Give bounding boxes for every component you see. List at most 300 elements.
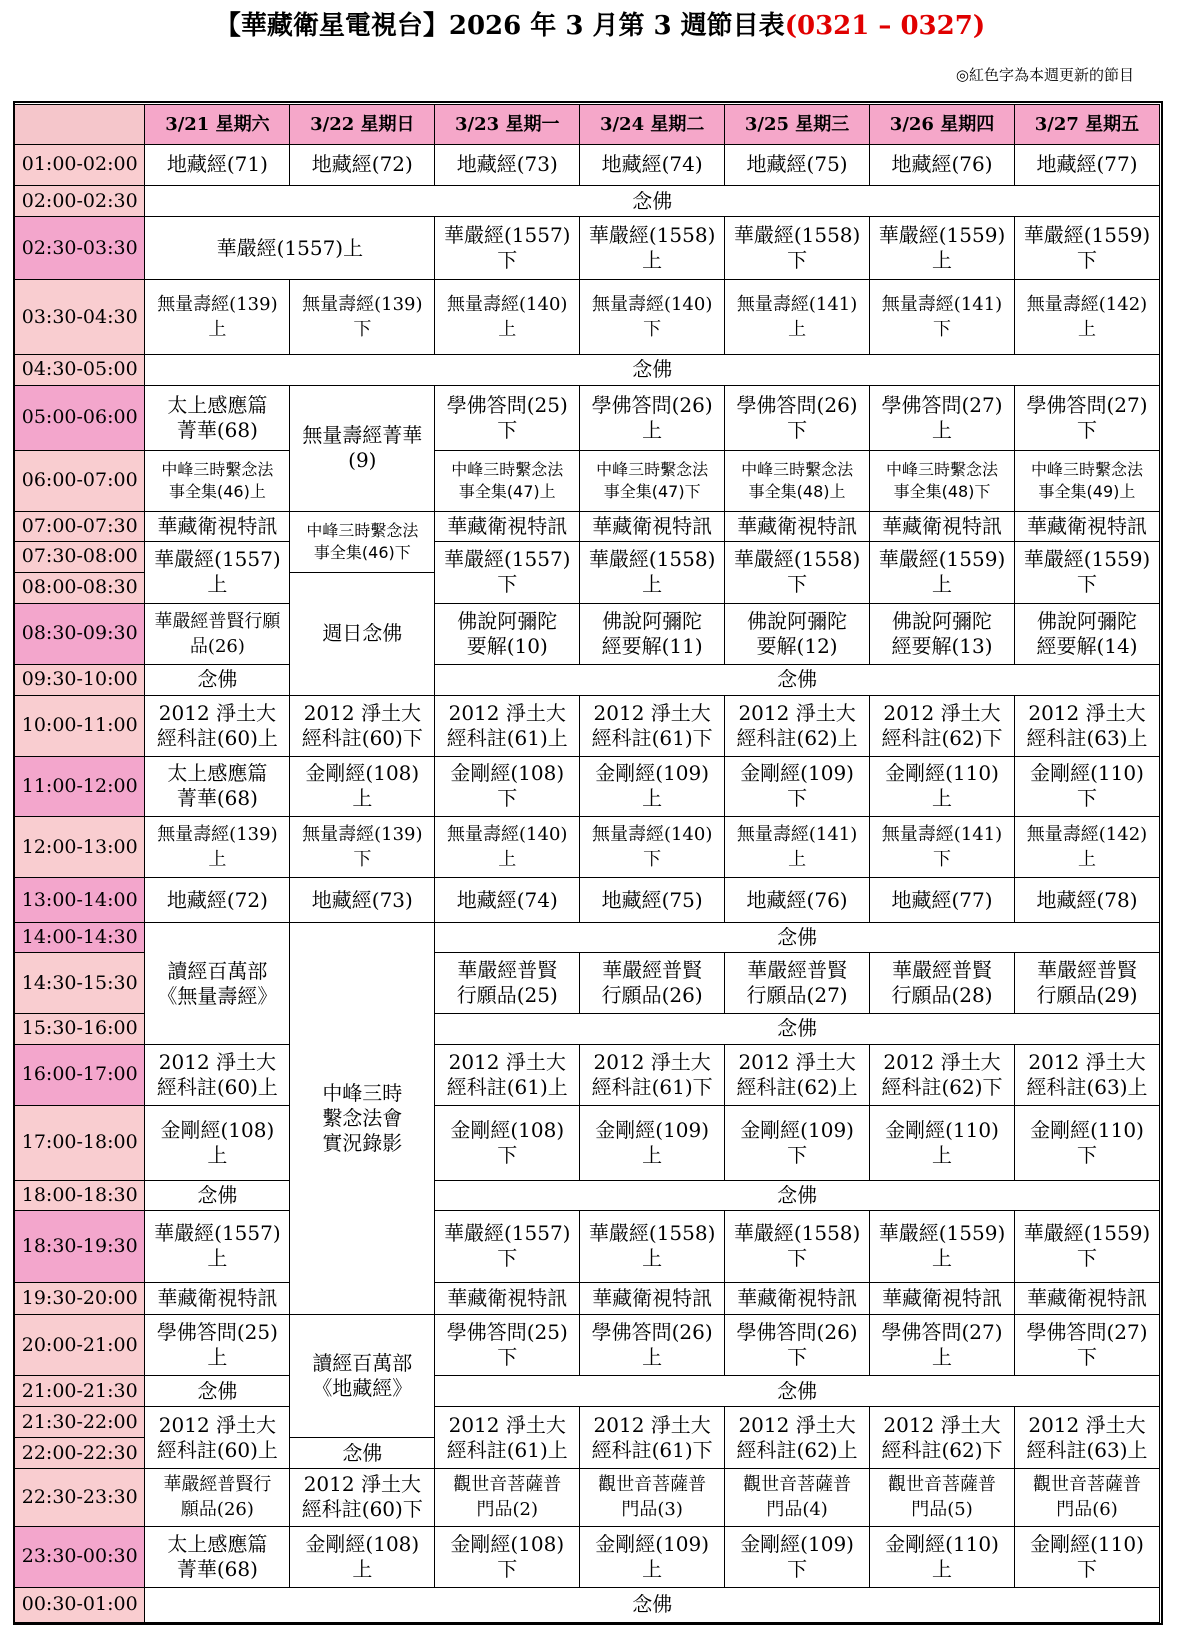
- program-line: 上: [207, 1246, 228, 1271]
- program-cell: [290, 878, 435, 923]
- program-line: 2012 淨土大: [448, 1412, 566, 1437]
- program-cell: [580, 541, 725, 603]
- program-cell: [435, 878, 580, 923]
- time-slot: 21:30-22:00: [15, 1407, 145, 1438]
- program-line: 金剛經(108): [450, 1531, 565, 1556]
- program-cell: [435, 1315, 580, 1376]
- program-cell: [435, 603, 580, 664]
- program-cell: [580, 603, 725, 664]
- program-line: 上: [642, 248, 663, 273]
- program-line: 讀經百萬部: [312, 1351, 413, 1376]
- program-cell: [870, 603, 1015, 664]
- program-cell: [145, 1526, 290, 1587]
- program-line: 菁華(68): [176, 786, 258, 811]
- program-cell: [290, 695, 435, 756]
- program-line: 華藏衛視特訊: [737, 513, 858, 538]
- program-cell: [870, 1105, 1015, 1180]
- program-cell: [435, 1376, 1160, 1407]
- program-cell: [725, 541, 870, 603]
- time-slot: 14:30-15:30: [15, 953, 145, 1014]
- program-line: 金剛經(110): [1030, 1531, 1144, 1556]
- program-line: 上: [207, 1142, 228, 1167]
- program-cell: [145, 186, 1160, 217]
- time-slot: 19:30-20:00: [15, 1283, 145, 1315]
- program-cell: [870, 451, 1015, 512]
- program-line: 下: [787, 1246, 808, 1271]
- program-line: 金剛經(110): [885, 1531, 999, 1556]
- title-main: 【華藏衛星電視台】2026 年 3 月第 3 週節目表: [214, 11, 785, 41]
- program-line: 學佛答問(26): [591, 1320, 713, 1345]
- program-line: 華嚴經(1558): [588, 547, 716, 572]
- program-line: 上: [932, 786, 952, 811]
- title-date-range: (0321 – 0327): [784, 11, 986, 41]
- program-line: 事全集(46)上: [168, 481, 266, 501]
- program-cell: [435, 144, 580, 186]
- time-slot: 23:30-00:30: [15, 1526, 145, 1587]
- program-line: 華嚴經(1557)上: [216, 235, 364, 260]
- program-line: 2012 淨土大: [593, 700, 711, 725]
- program-line: 地藏經(73): [456, 152, 558, 177]
- program-line: 上: [788, 849, 807, 871]
- program-line: 地藏經(72): [311, 152, 413, 177]
- program-line: 下: [1076, 1556, 1097, 1581]
- program-cell: [145, 451, 290, 512]
- program-cell: [725, 695, 870, 756]
- program-cell: [145, 1210, 290, 1283]
- program-line: 金剛經(109): [595, 1531, 710, 1556]
- program-cell: [725, 1468, 870, 1526]
- program-line: 下: [1076, 248, 1097, 273]
- program-line: 下: [1076, 1345, 1097, 1370]
- program-line: 2012 淨土大: [593, 1412, 711, 1437]
- program-line: 念佛: [777, 1016, 818, 1041]
- program-line: 下: [497, 572, 518, 597]
- program-line: 華嚴經(1558): [733, 223, 861, 248]
- program-line: 地藏經(73): [311, 887, 413, 912]
- program-cell: [435, 1013, 1160, 1044]
- program-line: 學佛答問(26): [591, 392, 713, 417]
- program-cell: [1014, 756, 1159, 817]
- program-cell: [870, 1044, 1015, 1105]
- program-line: 要解(10): [466, 633, 548, 658]
- program-cell: [435, 1105, 580, 1180]
- program-line: 菁華(68): [176, 417, 258, 442]
- program-line: 華嚴經(1559): [878, 547, 1006, 572]
- program-line: 念佛: [342, 1440, 383, 1465]
- program-line: 金剛經(110): [1030, 1117, 1144, 1142]
- time-slot: 01:00-02:00: [15, 144, 145, 186]
- program-line: 金剛經(109): [595, 761, 710, 786]
- program-cell: [290, 385, 435, 511]
- program-cell: [870, 217, 1015, 280]
- program-line: 2012 淨土大: [158, 1412, 277, 1437]
- program-line: 門品(2): [476, 1499, 538, 1521]
- program-line: 無量壽經(139): [302, 824, 423, 846]
- program-line: 行願品(28): [891, 983, 993, 1008]
- program-cell: [145, 878, 290, 923]
- corner-cell: [15, 105, 145, 145]
- program-line: 上: [642, 1556, 663, 1581]
- program-line: 金剛經(108): [450, 761, 565, 786]
- program-cell: [145, 756, 290, 817]
- program-line: 金剛經(110): [885, 761, 999, 786]
- program-cell: [435, 953, 580, 1014]
- program-cell: [870, 878, 1015, 923]
- program-line: 讀經百萬部: [167, 958, 268, 983]
- program-line: 上: [1077, 319, 1096, 341]
- time-slot: 18:00-18:30: [15, 1180, 145, 1210]
- program-cell: [290, 1468, 435, 1526]
- program-line: 華嚴經(1558): [733, 547, 861, 572]
- program-cell: [1014, 451, 1159, 512]
- program-line: 經科註(60)下: [301, 1497, 423, 1522]
- program-line: 中峰三時繫念法: [161, 459, 274, 479]
- program-line: 下: [787, 572, 808, 597]
- program-line: 學佛答問(27): [881, 1320, 1003, 1345]
- program-cell: [1014, 1044, 1159, 1105]
- program-cell: [435, 541, 580, 603]
- program-line: 華藏衛視特訊: [882, 1286, 1002, 1311]
- program-line: 2012 淨土大: [1028, 1412, 1146, 1437]
- program-cell: [290, 756, 435, 817]
- program-line: 2012 淨土大: [883, 1049, 1001, 1074]
- program-line: 學佛答問(27): [881, 392, 1003, 417]
- day-header: 3/23 星期一: [435, 105, 580, 145]
- program-cell: [870, 1407, 1015, 1469]
- program-line: 金剛經(108): [305, 1531, 420, 1556]
- program-line: 經科註(60)下: [301, 725, 423, 750]
- program-line: 無量壽經(139): [302, 294, 423, 316]
- program-line: 地藏經(75): [746, 152, 848, 177]
- program-cell: [435, 1044, 580, 1105]
- program-cell: [290, 1315, 435, 1438]
- program-cell: [580, 144, 725, 186]
- program-cell: [145, 664, 290, 695]
- program-line: 念佛: [777, 1182, 818, 1207]
- program-line: 佛說阿彌陀: [457, 608, 558, 633]
- program-line: 地藏經(78): [1036, 887, 1138, 912]
- time-slot: 15:30-16:00: [15, 1013, 145, 1044]
- program-line: 地藏經(77): [1036, 152, 1138, 177]
- program-line: 上: [932, 572, 952, 597]
- program-line: 經科註(62)上: [736, 1074, 858, 1099]
- program-line: 經科註(63)上: [1026, 1437, 1148, 1462]
- program-cell: [580, 1044, 725, 1105]
- program-line: 華嚴經(1559): [878, 1221, 1006, 1246]
- program-cell: [435, 756, 580, 817]
- program-line: 觀世音菩薩普: [598, 1474, 707, 1496]
- time-slot: 07:30-08:00: [15, 541, 145, 572]
- program-line: 下: [787, 1345, 808, 1370]
- program-line: 中峰三時繫念法: [1030, 459, 1143, 479]
- program-cell: [1014, 1210, 1159, 1283]
- program-line: 下: [497, 1142, 518, 1167]
- program-line: 下: [933, 849, 951, 871]
- time-slot: 08:00-08:30: [15, 572, 145, 603]
- time-slot: 18:30-19:30: [15, 1210, 145, 1283]
- program-cell: [870, 541, 1015, 603]
- program-line: 上: [932, 1345, 952, 1370]
- program-line: 觀世音菩薩普: [453, 1474, 562, 1496]
- program-cell: [580, 1283, 725, 1315]
- program-line: 2012 淨土大: [303, 1472, 421, 1497]
- program-line: 學佛答問(26): [736, 392, 858, 417]
- program-line: 華嚴經(1559): [1023, 1221, 1151, 1246]
- program-cell: [870, 1210, 1015, 1283]
- program-line: 念佛: [632, 188, 673, 213]
- time-slot: 21:00-21:30: [15, 1376, 145, 1407]
- program-line: 門品(4): [766, 1499, 828, 1521]
- program-line: 念佛: [197, 1182, 238, 1207]
- time-slot: 22:30-23:30: [15, 1468, 145, 1526]
- program-cell: [145, 817, 290, 878]
- program-cell: [435, 1468, 580, 1526]
- program-cell: [1014, 695, 1159, 756]
- program-cell: [290, 280, 435, 355]
- program-cell: [290, 144, 435, 186]
- day-header: 3/22 星期日: [290, 105, 435, 145]
- program-cell: [145, 1105, 290, 1180]
- program-cell: [290, 1438, 435, 1469]
- program-line: 經科註(62)下: [881, 725, 1003, 750]
- time-slot: 08:30-09:30: [15, 603, 145, 664]
- program-line: 週日念佛: [322, 621, 403, 646]
- program-cell: [1014, 280, 1159, 355]
- program-line: 華藏衛視特訊: [1026, 513, 1147, 538]
- program-line: 2012 淨土大: [593, 1049, 711, 1074]
- program-line: 華嚴經(1557): [443, 1221, 571, 1246]
- program-cell: [725, 1283, 870, 1315]
- program-line: 華嚴經普賢: [747, 958, 848, 983]
- program-line: 經科註(61)下: [591, 1074, 713, 1099]
- program-line: 經科註(60)上: [156, 725, 278, 750]
- program-line: 經科註(62)上: [736, 725, 858, 750]
- program-line: 下: [787, 786, 808, 811]
- program-cell: [725, 953, 870, 1014]
- program-line: 佛說阿彌陀: [602, 608, 703, 633]
- program-line: 華藏衛視特訊: [157, 1286, 278, 1311]
- time-slot: 20:00-21:00: [15, 1315, 145, 1376]
- program-line: 學佛答問(26): [736, 1320, 858, 1345]
- day-header: 3/24 星期二: [580, 105, 725, 145]
- program-line: 事全集(46)下: [313, 542, 411, 562]
- program-line: 下: [787, 417, 808, 442]
- program-cell: [580, 451, 725, 512]
- program-line: 上: [208, 319, 227, 341]
- time-slot: 16:00-17:00: [15, 1044, 145, 1105]
- program-line: 2012 淨土大: [883, 700, 1001, 725]
- program-line: 上: [932, 1142, 952, 1167]
- program-line: 華嚴經(1557): [154, 547, 281, 572]
- program-cell: [725, 878, 870, 923]
- program-cell: [145, 385, 290, 450]
- program-line: 金剛經(110): [1030, 761, 1144, 786]
- program-line: 學佛答問(27): [1026, 1320, 1148, 1345]
- program-cell: [290, 572, 435, 695]
- program-line: 下: [497, 786, 518, 811]
- program-cell: [1014, 953, 1159, 1014]
- program-line: 下: [1076, 572, 1097, 597]
- program-line: 地藏經(74): [601, 152, 703, 177]
- program-cell: [145, 603, 290, 664]
- program-line: 經科註(63)上: [1026, 1074, 1148, 1099]
- program-cell: [145, 1468, 290, 1526]
- program-line: 門品(5): [911, 1499, 973, 1521]
- program-line: 華嚴經(1559): [878, 223, 1006, 248]
- program-cell: [870, 953, 1015, 1014]
- program-line: 金剛經(110): [885, 1117, 999, 1142]
- program-line: 下: [497, 248, 518, 273]
- program-cell: [725, 511, 870, 541]
- program-cell: [580, 695, 725, 756]
- program-cell: [145, 217, 435, 280]
- program-cell: [580, 511, 725, 541]
- program-cell: [435, 1180, 1160, 1210]
- program-line: 華嚴經普賢: [892, 958, 992, 983]
- time-slot: 00:30-01:00: [15, 1587, 145, 1622]
- program-cell: [580, 953, 725, 1014]
- program-cell: [145, 695, 290, 756]
- program-line: 下: [1076, 786, 1097, 811]
- program-line: 上: [352, 786, 373, 811]
- program-line: 華嚴經(1557): [154, 1221, 281, 1246]
- program-line: 2012 淨土大: [1028, 1049, 1146, 1074]
- program-line: 中峰三時繫念法: [451, 459, 564, 479]
- program-line: 學佛答問(25): [156, 1320, 278, 1345]
- program-line: 無量壽經菁華: [302, 423, 423, 448]
- program-line: 上: [642, 417, 663, 442]
- program-cell: [1014, 541, 1159, 603]
- program-line: 金剛經(108): [160, 1117, 275, 1142]
- program-line: 華嚴經(1558): [588, 1221, 716, 1246]
- program-line: 華嚴經普賢: [457, 958, 558, 983]
- program-line: 經科註(62)上: [736, 1437, 858, 1462]
- program-cell: [580, 1105, 725, 1180]
- program-line: 經科註(61)上: [446, 1437, 568, 1462]
- program-cell: [725, 1210, 870, 1283]
- day-header: 3/21 星期六: [145, 105, 290, 145]
- program-line: 事全集(48)下: [893, 481, 991, 501]
- program-line: 無量壽經(141): [881, 294, 1003, 316]
- program-cell: [145, 1180, 290, 1210]
- time-slot: 07:00-07:30: [15, 511, 145, 541]
- program-line: 無量壽經(141): [736, 294, 858, 316]
- time-slot: 06:00-07:00: [15, 451, 145, 512]
- program-cell: [435, 817, 580, 878]
- program-line: 地藏經(77): [891, 887, 993, 912]
- program-cell: [435, 1210, 580, 1283]
- program-line: 上: [932, 1246, 952, 1271]
- program-cell: [725, 756, 870, 817]
- program-cell: [435, 923, 1160, 953]
- program-line: 中峰三時繫念法: [886, 459, 999, 479]
- program-line: 經要解(14): [1036, 633, 1138, 658]
- program-cell: [870, 1526, 1015, 1587]
- program-line: 事全集(47)下: [603, 481, 701, 501]
- program-cell: [1014, 603, 1159, 664]
- program-line: 菁華(68): [176, 1556, 258, 1581]
- program-line: 經要解(13): [891, 633, 993, 658]
- time-slot: 09:30-10:00: [15, 664, 145, 695]
- program-cell: [435, 1283, 580, 1315]
- program-line: 無量壽經(141): [881, 824, 1003, 846]
- program-cell: [1014, 1468, 1159, 1526]
- program-cell: [580, 1407, 725, 1469]
- time-slot: 14:00-14:30: [15, 923, 145, 953]
- program-line: 念佛: [777, 925, 818, 950]
- program-line: 要解(12): [756, 633, 838, 658]
- program-line: 經科註(61)下: [591, 1437, 713, 1462]
- program-cell: [435, 695, 580, 756]
- program-cell: [580, 280, 725, 355]
- program-cell: [145, 144, 290, 186]
- program-line: 經要解(11): [601, 633, 703, 658]
- program-line: 下: [643, 319, 662, 341]
- program-line: 上: [932, 1556, 952, 1581]
- program-line: 地藏經(74): [456, 887, 558, 912]
- program-line: 地藏經(76): [746, 887, 848, 912]
- program-cell: [725, 1105, 870, 1180]
- program-cell: [870, 817, 1015, 878]
- program-line: 中峰三時繫念法: [306, 520, 419, 540]
- program-line: 經科註(62)下: [881, 1437, 1003, 1462]
- program-line: 金剛經(109): [595, 1117, 710, 1142]
- program-cell: [725, 217, 870, 280]
- program-cell: [870, 280, 1015, 355]
- program-line: 華藏衛視特訊: [592, 513, 713, 538]
- program-line: 品(26): [189, 635, 245, 657]
- program-line: 行願品(29): [1036, 983, 1138, 1008]
- time-slot: 13:00-14:00: [15, 878, 145, 923]
- program-line: 經科註(60)上: [156, 1074, 278, 1099]
- program-line: 下: [643, 849, 662, 871]
- time-slot: 02:30-03:30: [15, 217, 145, 280]
- program-cell: [870, 1468, 1015, 1526]
- program-cell: [435, 1526, 580, 1587]
- program-line: 經科註(60)上: [156, 1437, 278, 1462]
- program-cell: [725, 144, 870, 186]
- program-line: 念佛: [777, 667, 818, 692]
- page-title: [0, 6, 1200, 46]
- program-line: 無量壽經(140): [591, 294, 713, 316]
- program-line: 無量壽經(142): [1026, 824, 1148, 846]
- program-line: 地藏經(71): [166, 152, 268, 177]
- program-cell: [1014, 1283, 1159, 1315]
- program-cell: [290, 1526, 435, 1587]
- program-line: 事全集(48)上: [748, 481, 846, 501]
- program-line: 中峰三時繫念法: [596, 459, 709, 479]
- program-line: 門品(6): [1056, 1499, 1118, 1521]
- day-header: 3/27 星期五: [1014, 105, 1159, 145]
- program-line: 《地藏經》: [312, 1376, 413, 1401]
- program-line: 華嚴經(1557): [443, 547, 571, 572]
- program-cell: [1014, 385, 1159, 450]
- program-line: 學佛答問(25): [446, 1320, 568, 1345]
- program-line: (9): [348, 448, 377, 473]
- program-line: 下: [353, 319, 372, 341]
- program-line: 2012 淨土大: [448, 700, 566, 725]
- program-line: 佛說阿彌陀: [747, 608, 848, 633]
- program-cell: [1014, 1407, 1159, 1469]
- program-cell: [725, 1407, 870, 1469]
- program-line: 華嚴經(1558): [588, 223, 716, 248]
- program-line: 華藏衛視特訊: [447, 1286, 568, 1311]
- program-line: 太上感應篇: [167, 1531, 268, 1556]
- program-cell: [580, 756, 725, 817]
- program-line: 華嚴經普賢行願: [154, 610, 281, 632]
- program-cell: [1014, 878, 1159, 923]
- time-slot: 05:00-06:00: [15, 385, 145, 450]
